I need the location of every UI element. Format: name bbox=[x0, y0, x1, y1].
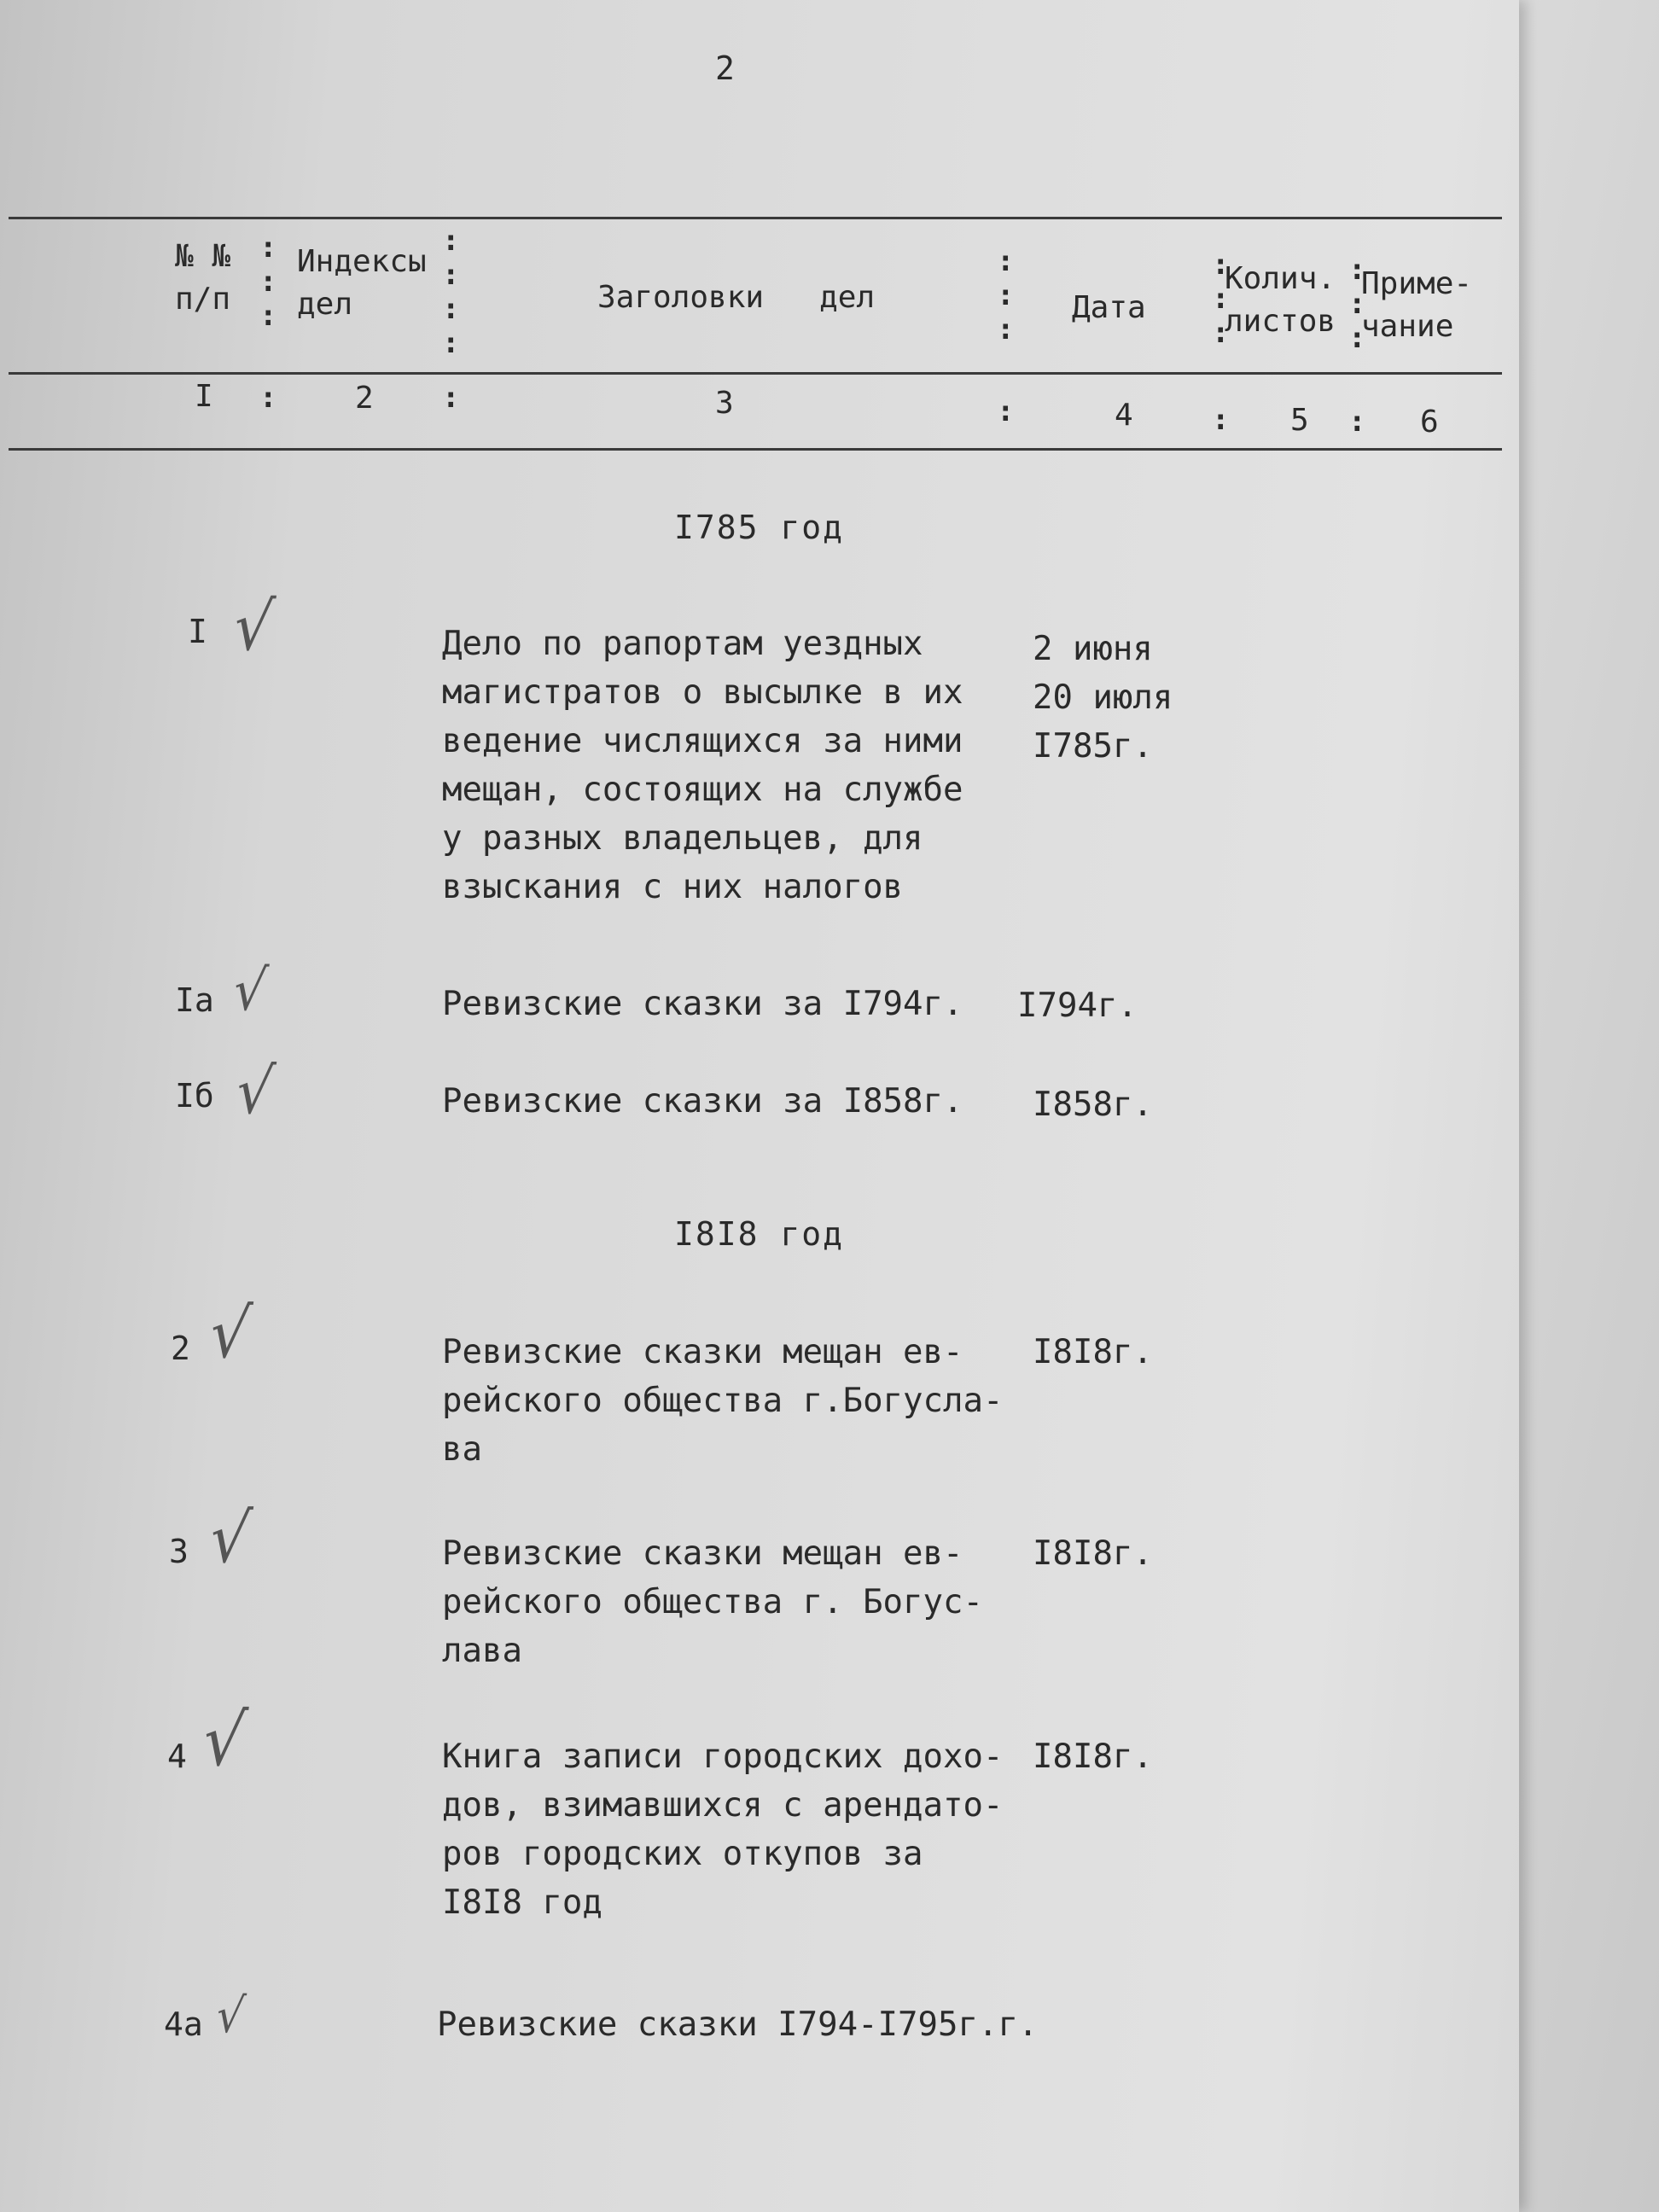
row-number: 2 bbox=[171, 1330, 190, 1367]
check-mark-icon: √ bbox=[230, 958, 271, 1023]
header-col-notes: Приме- чание bbox=[1361, 266, 1473, 344]
case-title: Ревизские сказки за I794г. bbox=[442, 985, 963, 1023]
column-separator: : bbox=[259, 381, 277, 415]
column-separator: : : : bbox=[997, 244, 1015, 346]
year-heading: I785 год bbox=[674, 509, 845, 546]
header-col-date: Дата bbox=[1072, 290, 1146, 325]
case-title: Ревизские сказки за I858г. bbox=[442, 1082, 963, 1121]
case-date: I794г. bbox=[1017, 987, 1138, 1025]
column-separator: : : : bbox=[259, 230, 277, 333]
column-number: 5 bbox=[1290, 403, 1309, 438]
header-col-number: № № п/п bbox=[175, 239, 231, 317]
case-date: I8I8г. bbox=[1033, 1534, 1153, 1573]
column-number: 4 bbox=[1115, 398, 1133, 433]
column-number: 3 bbox=[715, 386, 734, 421]
case-title: Ревизские сказки I794-I795г.г. bbox=[437, 2005, 1039, 2044]
year-heading: I8I8 год bbox=[674, 1215, 845, 1253]
header-bottom-rule bbox=[9, 448, 1502, 451]
row-number: 4а bbox=[164, 2005, 203, 2043]
case-title: Ревизские сказки мещан ев- рейского общества г.Богусла- ва bbox=[442, 1333, 1004, 1469]
column-number: 6 bbox=[1420, 405, 1439, 439]
header-mid-rule bbox=[9, 372, 1502, 375]
check-mark-icon: √ bbox=[205, 1294, 255, 1373]
case-title: Ревизские сказки мещан ев- рейского общества г. Богус- лава bbox=[442, 1534, 983, 1670]
case-date: 2 июня 20 июля I785г. bbox=[1033, 630, 1173, 765]
case-title: Книга записи городских дохо- дов, взимавшихся с арендато- ров городских откупов за I8I8 год bbox=[442, 1738, 1004, 1922]
row-number: Iб bbox=[175, 1077, 214, 1115]
column-separator: : bbox=[442, 381, 460, 415]
column-separator: : bbox=[1212, 403, 1230, 437]
row-number: Iа bbox=[175, 981, 214, 1019]
case-date: I8I8г. bbox=[1033, 1738, 1153, 1776]
header-col-titles: Заголовки дел bbox=[597, 280, 876, 315]
column-number: I bbox=[195, 379, 213, 414]
check-mark-icon: √ bbox=[198, 1698, 251, 1782]
case-date: I8I8г. bbox=[1033, 1333, 1153, 1371]
page-number: 2 bbox=[715, 49, 735, 87]
column-number: 2 bbox=[355, 381, 374, 416]
case-title: Дело по рапортам уездных магистратов о высылке в их ведение числящихся за ними мещан, состоящих на службе у разных владельцев, для взыскания с них налогов bbox=[442, 625, 963, 906]
row-number: 3 bbox=[169, 1533, 189, 1570]
check-mark-icon: √ bbox=[212, 1988, 248, 2044]
header-col-sheets: Колич. листов bbox=[1225, 261, 1336, 339]
column-separator: : bbox=[997, 394, 1015, 428]
row-number: 4 bbox=[167, 1738, 187, 1775]
column-separator: : : : : bbox=[442, 224, 460, 360]
row-number: I bbox=[188, 613, 207, 650]
header-top-rule bbox=[9, 217, 1502, 219]
case-date: I858г. bbox=[1033, 1086, 1153, 1124]
column-separator: : : : bbox=[1212, 247, 1230, 350]
column-separator: : bbox=[1348, 405, 1366, 439]
header-col-index: Индексы дел bbox=[297, 244, 427, 322]
check-mark-icon: √ bbox=[231, 1055, 278, 1128]
check-mark-icon: √ bbox=[229, 589, 277, 666]
check-mark-icon: √ bbox=[205, 1499, 255, 1578]
column-separator: : : : bbox=[1348, 253, 1366, 355]
